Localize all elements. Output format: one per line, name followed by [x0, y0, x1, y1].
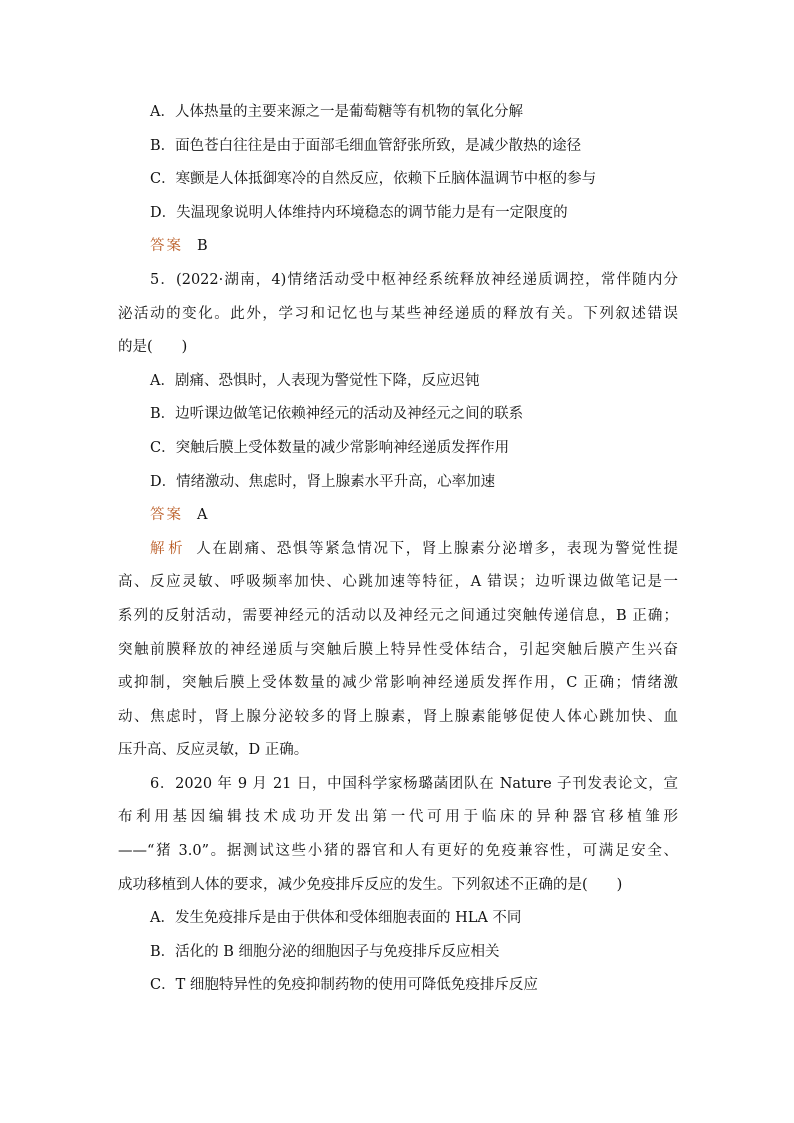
answer-value: B: [197, 238, 208, 255]
q5-stem-line: 的是( ): [118, 339, 188, 356]
q5-explanation-line: 压升高、反应灵敏，D 正确。: [118, 742, 309, 759]
q6-option-b: B．活化的 B 细胞分泌的细胞因子与免疫排斥反应相关: [150, 943, 500, 960]
q6-stem-line: 6．2020 年 9 月 21 日，中国科学家杨璐菡团队在 Nature 子刊发表论文，宣: [150, 775, 678, 792]
answer-value: A: [197, 507, 208, 524]
q5-option-b: B．边听课边做笔记依赖神经元的活动及神经元之间的联系: [150, 406, 524, 423]
document-page: [118, 96, 678, 1003]
q6-stem-line: 成功移植到人体的要求，减少免疫排斥反应的发生。下列叙述不正确的是( ): [118, 876, 623, 893]
q6-stem-line: ——“猪 3.0”。据测试这些小猪的器官和人有更好的免疫兼容性，可满足安全、: [118, 843, 678, 860]
q4-answer: [118, 230, 678, 264]
answer-label: 答案: [150, 507, 183, 524]
q6-option-c: C．T 细胞特异性的免疫抑制药物的使用可降低免疫排斥反应: [150, 977, 538, 994]
q5-explanation-first-line: [118, 533, 678, 567]
q6-option-a: A．发生免疫排斥是由于供体和受体细胞表面的 HLA 不同: [150, 910, 522, 927]
q5-explanation-line: 突触前膜释放的神经递质与突触后膜上特异性受体结合，引起突触后膜产生兴奋: [118, 641, 678, 658]
q5-stem-line: 5．(2022·湖南，4)情绪活动受中枢神经系统释放神经递质调控，常伴随内分: [150, 271, 678, 288]
q5-option-a: A．剧痛、恐惧时，人表现为警觉性下降，反应迟钝: [150, 372, 480, 389]
q5-explanation-line: 系列的反射活动，需要神经元的活动以及神经元之间通过突触传递信息，B 正确；: [118, 607, 678, 624]
q5-explanation-line: 动、焦虑时，肾上腺分泌较多的肾上腺素，肾上腺素能够促使人体心跳加快、血: [118, 708, 678, 725]
q4-option-d: D．失温现象说明人体维持内环境稳态的调节能力是有一定限度的: [150, 204, 568, 221]
q5-answer: [118, 499, 678, 533]
q6-stem-line: 布利用基因编辑技术成功开发出第一代可用于临床的异种器官移植雏形: [118, 809, 678, 826]
answer-label: 答案: [150, 238, 183, 255]
q4-option-b: B．面色苍白往往是由于面部毛细血管舒张所致，是减少散热的途径: [150, 137, 582, 154]
q4-option-a: A．人体热量的主要来源之一是葡萄糖等有机物的氧化分解: [150, 104, 523, 120]
q5-option-d: D．情绪激动、焦虑时，肾上腺素水平升高，心率加速: [150, 473, 496, 490]
q5-explanation-line: 高、反应灵敏、呼吸频率加快、心跳加速等特征，A 错误；边听课边做笔记是一: [118, 574, 678, 591]
explanation-label: 解析: [150, 540, 187, 557]
explanation-text: 人在剧痛、恐惧等紧急情况下，肾上腺素分泌增多，表现为警觉性提: [196, 540, 679, 557]
q5-stem-line: 泌活动的变化。此外，学习和记忆也与某些神经递质的释放有关。下列叙述错误: [118, 305, 678, 322]
q4-option-c: C．寒颤是人体抵御寒冷的自然反应，依赖下丘脑体温调节中枢的参与: [150, 171, 597, 188]
q5-option-c: C．突触后膜上受体数量的减少常影响神经递质发挥作用: [150, 439, 510, 456]
q5-explanation-line: 或抑制，突触后膜上受体数量的减少常影响神经递质发挥作用，C 正确；情绪激: [118, 675, 678, 692]
